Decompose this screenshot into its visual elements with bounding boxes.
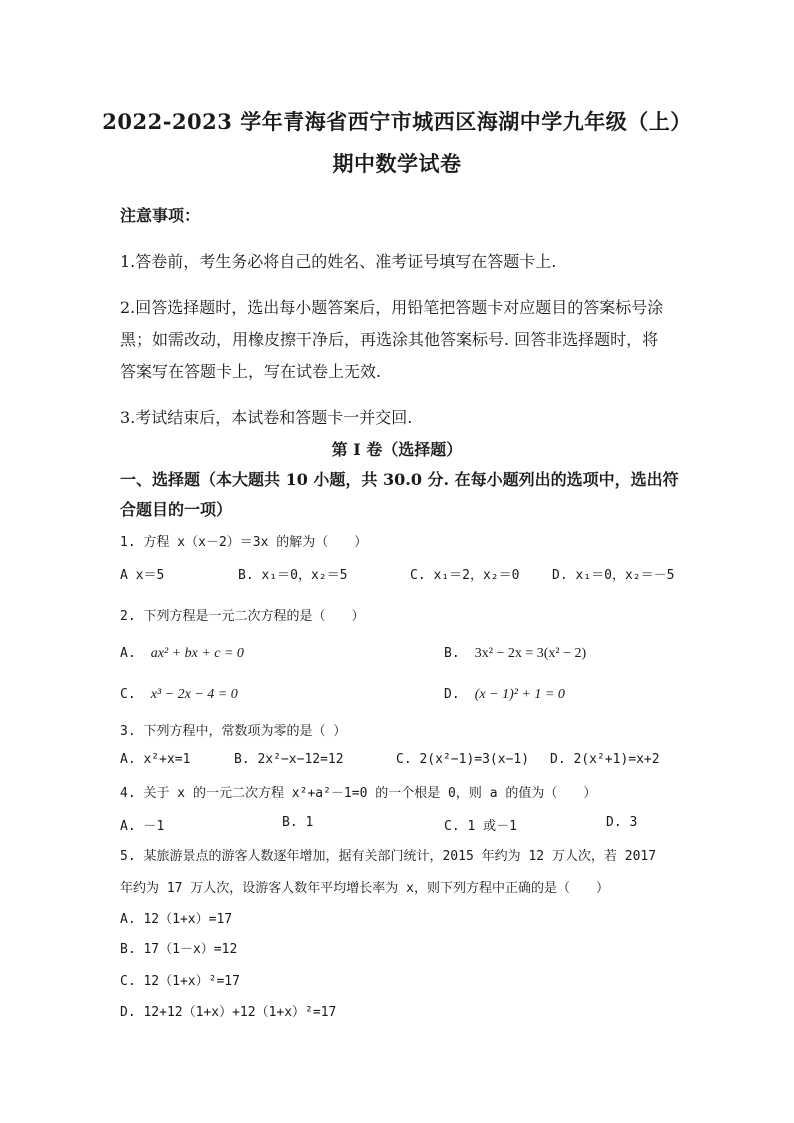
question-2-option-b [444, 642, 586, 662]
question-4-option-b: B. 1 [282, 815, 314, 830]
question-4-stem: 4. 关于 x 的一元二次方程 x²+a²－1=0 的一个根是 0，则 a 的值为（ ） [120, 786, 597, 801]
option-label: C. [120, 687, 136, 702]
notice-item-2-line1: 2.回答选择题时，选出每小题答案后，用铅笔把答题卡对应题目的答案标号涂 [120, 298, 664, 317]
question-2-option-a [120, 642, 244, 662]
question-4-option-d: D. 3 [606, 815, 638, 830]
question-3-option-b: B. 2x²−x−12=12 [234, 752, 344, 767]
option-label: D. [444, 687, 460, 702]
question-1-option-b: B. x₁＝0，x₂＝5 [238, 568, 348, 583]
option-label: A. [120, 646, 136, 661]
option-expression: 3x² − 2x = 3(x² − 2) [474, 646, 587, 661]
notice-item-1: 1.答卷前，考生务必将自己的姓名、准考证号填写在答题卡上. [120, 252, 557, 271]
question-5-option-d: D. 12+12（1+x）+12（1+x）²=17 [120, 1005, 337, 1020]
question-3-option-d: D. 2(x²+1)=x+2 [550, 752, 660, 767]
section-heading-line2: 合题目的一项） [120, 500, 233, 519]
notice-heading: 注意事项： [120, 206, 201, 225]
option-expression: x³ − 2x − 4 = 0 [150, 687, 238, 702]
question-2-option-d [444, 683, 565, 703]
question-3-option-a: A. x²+x=1 [120, 752, 191, 767]
question-3-option-c: C. 2(x²−1)=3(x−1) [396, 752, 530, 767]
option-expression: ax² + bx + c = 0 [150, 646, 244, 661]
question-3-stem: 3. 下列方程中，常数项为零的是（ ） [120, 724, 347, 739]
question-2-stem: 2. 下列方程是一元二次方程的是（ ） [120, 609, 365, 624]
volume-heading: 第 I 卷（选择题） [331, 440, 463, 459]
question-1-option-a: A x＝5 [120, 568, 165, 583]
notice-item-2-line2: 黑；如需改动，用橡皮擦干净后，再选涂其他答案标号. 回答非选择题时，将 [120, 330, 659, 349]
section-heading-line1: 一、选择题（本大题共 10 小题，共 30.0 分. 在每小题列出的选项中，选出符 [120, 470, 679, 489]
document-title-line1: 2022-2023 学年青海省西宁市城西区海湖中学九年级（上） [102, 109, 692, 134]
question-5-stem-line2: 年约为 17 万人次，设游客人数年平均增长率为 x，则下列方程中正确的是（ ） [120, 881, 609, 896]
question-1-option-c: C. x₁＝2，x₂＝0 [410, 568, 520, 583]
question-2-option-c [120, 683, 238, 703]
question-1-option-d: D. x₁＝0，x₂＝－5 [552, 568, 675, 583]
question-5-option-c: C. 12（1+x）²=17 [120, 974, 240, 989]
notice-item-2-line3: 答案写在答题卡上，写在试卷上无效. [120, 362, 382, 381]
notice-item-3: 3.考试结束后，本试卷和答题卡一并交回. [120, 408, 413, 427]
question-1-stem: 1. 方程 x（x－2）＝3x 的解为（ ） [120, 535, 368, 550]
question-5-stem-line1: 5. 某旅游景点的游客人数逐年增加，据有关部门统计，2015 年约为 12 万人次，若 2017 [120, 849, 657, 864]
question-4-option-a: A. －1 [120, 819, 165, 834]
option-label: B. [444, 646, 460, 661]
question-5-option-b: B. 17（1－x）=12 [120, 942, 238, 957]
question-4-option-c: C. 1 或－1 [444, 819, 517, 834]
question-5-option-a: A. 12（1+x）=17 [120, 912, 233, 927]
document-title-line2: 期中数学试卷 [332, 151, 462, 176]
option-expression: (x − 1)² + 1 = 0 [474, 687, 565, 702]
